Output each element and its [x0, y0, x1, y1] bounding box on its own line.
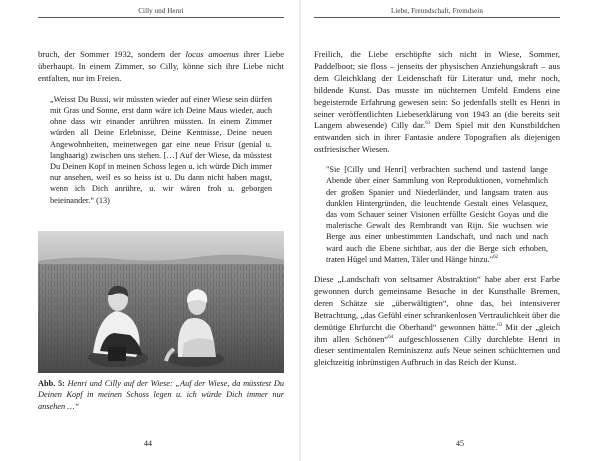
footnote-ref: 62 [493, 255, 499, 261]
photo-caption [38, 378, 284, 412]
right-body-text [314, 49, 560, 369]
intro-paragraph: bruch, der Sommer 1932, sondern der locus amoenus ihrer Liebe überhaupt. In einem Zimmer, so Cilly, könne sich ihre Liebe nicht entfalten, nur im Freien. [38, 49, 285, 83]
caption-text: Henri und Cilly auf der Wiese: „Auf der Wiese, da müsstest Du Deinen Kopf in meinen Schoss legen u. ich würde Dich immer nur ansehen …“ [38, 379, 285, 411]
left-body-text [38, 49, 284, 206]
running-head-rule-right [314, 17, 560, 18]
running-head-rule-left [38, 17, 284, 18]
paragraph-2: Diese „Landschaft von seltsamer Abstraktion“ habe aber erst Farbe gewonnen durch gemeinsame Besuche in der Kunsthalle Bremen, deren Schätze sie „überwältigten“, ohne das, bei intensiverer Betrachtung, „das Gefühl einer schrankenlosen Vertraulichkeit über die demütige Ehrfurcht die Oberhand“ gewonnen hätte.$^{63}$ Mit der „gleich ihm allen Schönen“$^{64}$ aufgeschlossenen Cilly durchlebte Henri in dieser sentimentalen Reminiszenz aufs Neue seinen schüchternen und gleichzeitig inbrünstigen Aufbruch in das Reich der Kunst. [314, 273, 561, 368]
meadow-photo [38, 231, 284, 373]
running-head-left: Cilly und Henri [138, 7, 184, 15]
paragraph-1: Freilich, die Liebe erschöpfte sich nicht in Wiese, Sommer, Paddelboot; sie floss – jenseits der physischen Anziehungskraft – aus dem Gleichklang der Leidenschaft für Literatur und, mehr noch, bildende Kunst. Das musste im nüchternen Umfeld Emdens eine begeisternde Erfahrung gewesen sein: So jedenfalls stellt es Henri in seiner veröffentlichten Liebeserklärung von 1943 an (die bereits seit Langem abwesende) Cilly dar.$^{61}$ Dem Spiel mit den Kunstbildchen entwanden sich in ihrer Fantasie andere Topografien als diejenigen ostfriesischer Wiesen. [314, 49, 560, 155]
page-number-right: 45 [456, 439, 464, 448]
right-page [300, 0, 600, 461]
henri-block-quote: "Sie [Cilly und Henri] verbrachten suchend und tastend lange Abende über einer Sammlung von Reproduktionen, vornehmlich der großen Spanier und Niederländer, und langsam traten aus dunklen Hintergründen, die leuchtende Gestalt eines Velasquez, das vom Schauer seiner Visionen erfüllte Gesicht Goyas und die malerische Gewalt des Rembrandt van Rijn. Sie wuchsen wie Berge aus einer unbestimmten Landschaft, und nach und nach ward auch die Ebene sichtbar, aus der die Berge sich erhoben, traten Hügel und Matten, Täler und Hänge hinzu."$^{62}$ [326, 165, 548, 264]
caption-label: Abb. 5: [38, 379, 65, 388]
footnote-ref: 64 [388, 334, 394, 340]
cilly-letter-quote: „Weisst Du Bussi, wir müssten wieder auf einer Wiese sein dürfen mit Gras und Sonne, erst dann wäre ich Deine Maus wieder, auch ohne dass wir einander anrühren müssten. In einem Zimmer würden all Deine Erlebnisse, Deine Kentnisse, Deine neuen Angewohnheiten, meinetwegen gar eine neue Frisur (genial u. langhaarig) zwischen uns stehen. […] Auf der Wiese, da müsstest Du Deinen Kopf in meinen Schoss legen u. ich würde Dich immer nur ansehen, weil es so heiss ist u. Du dann nicht haben magst, wenn ich Dich anrühre, u. wir wären froh u. geborgen beieinander.“ (13) [50, 94, 272, 205]
footnote-ref: 63 [497, 322, 503, 328]
footnote-ref: 61 [425, 121, 431, 127]
running-head-right: Liebe, Freundschaft, Fremdsein [390, 7, 484, 15]
page-number-left: 44 [144, 439, 152, 448]
